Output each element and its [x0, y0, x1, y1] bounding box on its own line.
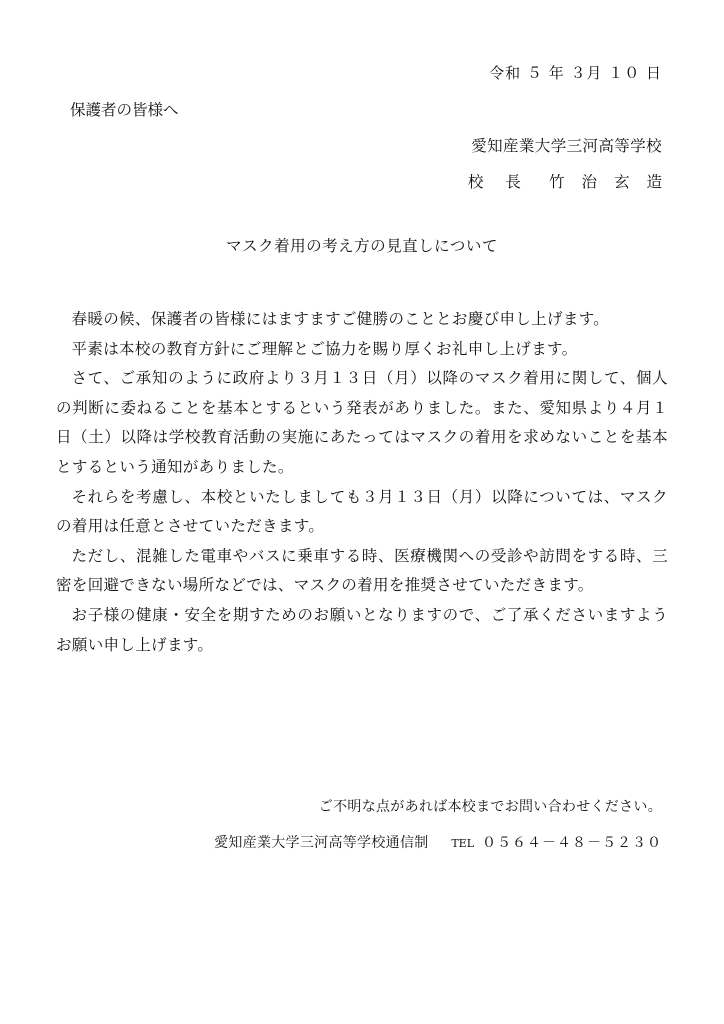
body-paragraph: 平素は本校の教育方針にご理解とご協力を賜り厚くお礼申し上げます。	[71, 339, 578, 358]
phone-label: TEL	[451, 837, 474, 850]
inquiry-note: ご不明な点があれば本校までお問い合わせください。	[318, 799, 662, 815]
letter-date: 令和 ５ 年 ３月 １０ 日	[489, 64, 662, 82]
phone-contact	[451, 835, 662, 851]
school-name: 愛知産業大学三河高等学校	[471, 137, 662, 155]
body-paragraph: 春暖の候、保護者の皆様にはますますご健勝のこととお慶び申し上げます。	[71, 310, 610, 328]
addressee: 保護者の皆様へ	[70, 101, 179, 119]
contact-line	[214, 832, 662, 852]
principal-name-char: 玄	[613, 173, 630, 191]
principal-name-char: 治	[581, 173, 597, 191]
body-paragraph: さて、ご承知のように政府より３月１３日（月）以降のマスク着用に関して、個人の判断に委ねることを基本とするという発表がありました。また、愛知県より４月１日（土）以降は学校教育活動の実施にあたってはマスクの着用を求めないことを基本とするという通知がありました。	[56, 369, 668, 476]
phone-number: ０５６４－４８－５２３０	[482, 835, 662, 851]
principal-name-char: 竹	[548, 173, 565, 191]
body-paragraph: それらを考慮し、本校といたしましても３月１３日（月）以降については、マスクの着用は任意とさせていただきます。	[56, 487, 668, 536]
principal-name-char: 造	[646, 173, 662, 191]
body-paragraph: お子様の健康・安全を期すためのお願いとなりますので、ご了承くださいますようお願い申し上げます。	[56, 605, 668, 654]
letter-body	[56, 305, 668, 660]
principal-title-char: 長	[505, 173, 521, 191]
principal-signature	[468, 170, 662, 192]
letter-title: マスク着用の考え方の見直しについて	[226, 237, 498, 255]
principal-title-char: 校	[467, 173, 484, 191]
body-paragraph: ただし、混雑した電車やバスに乗車する時、医療機関への受診や訪問をする時、三密を回避できない場所などでは、マスクの着用を推奨させていただきます。	[56, 546, 668, 595]
division-name: 愛知産業大学三河高等学校通信制	[214, 835, 429, 851]
